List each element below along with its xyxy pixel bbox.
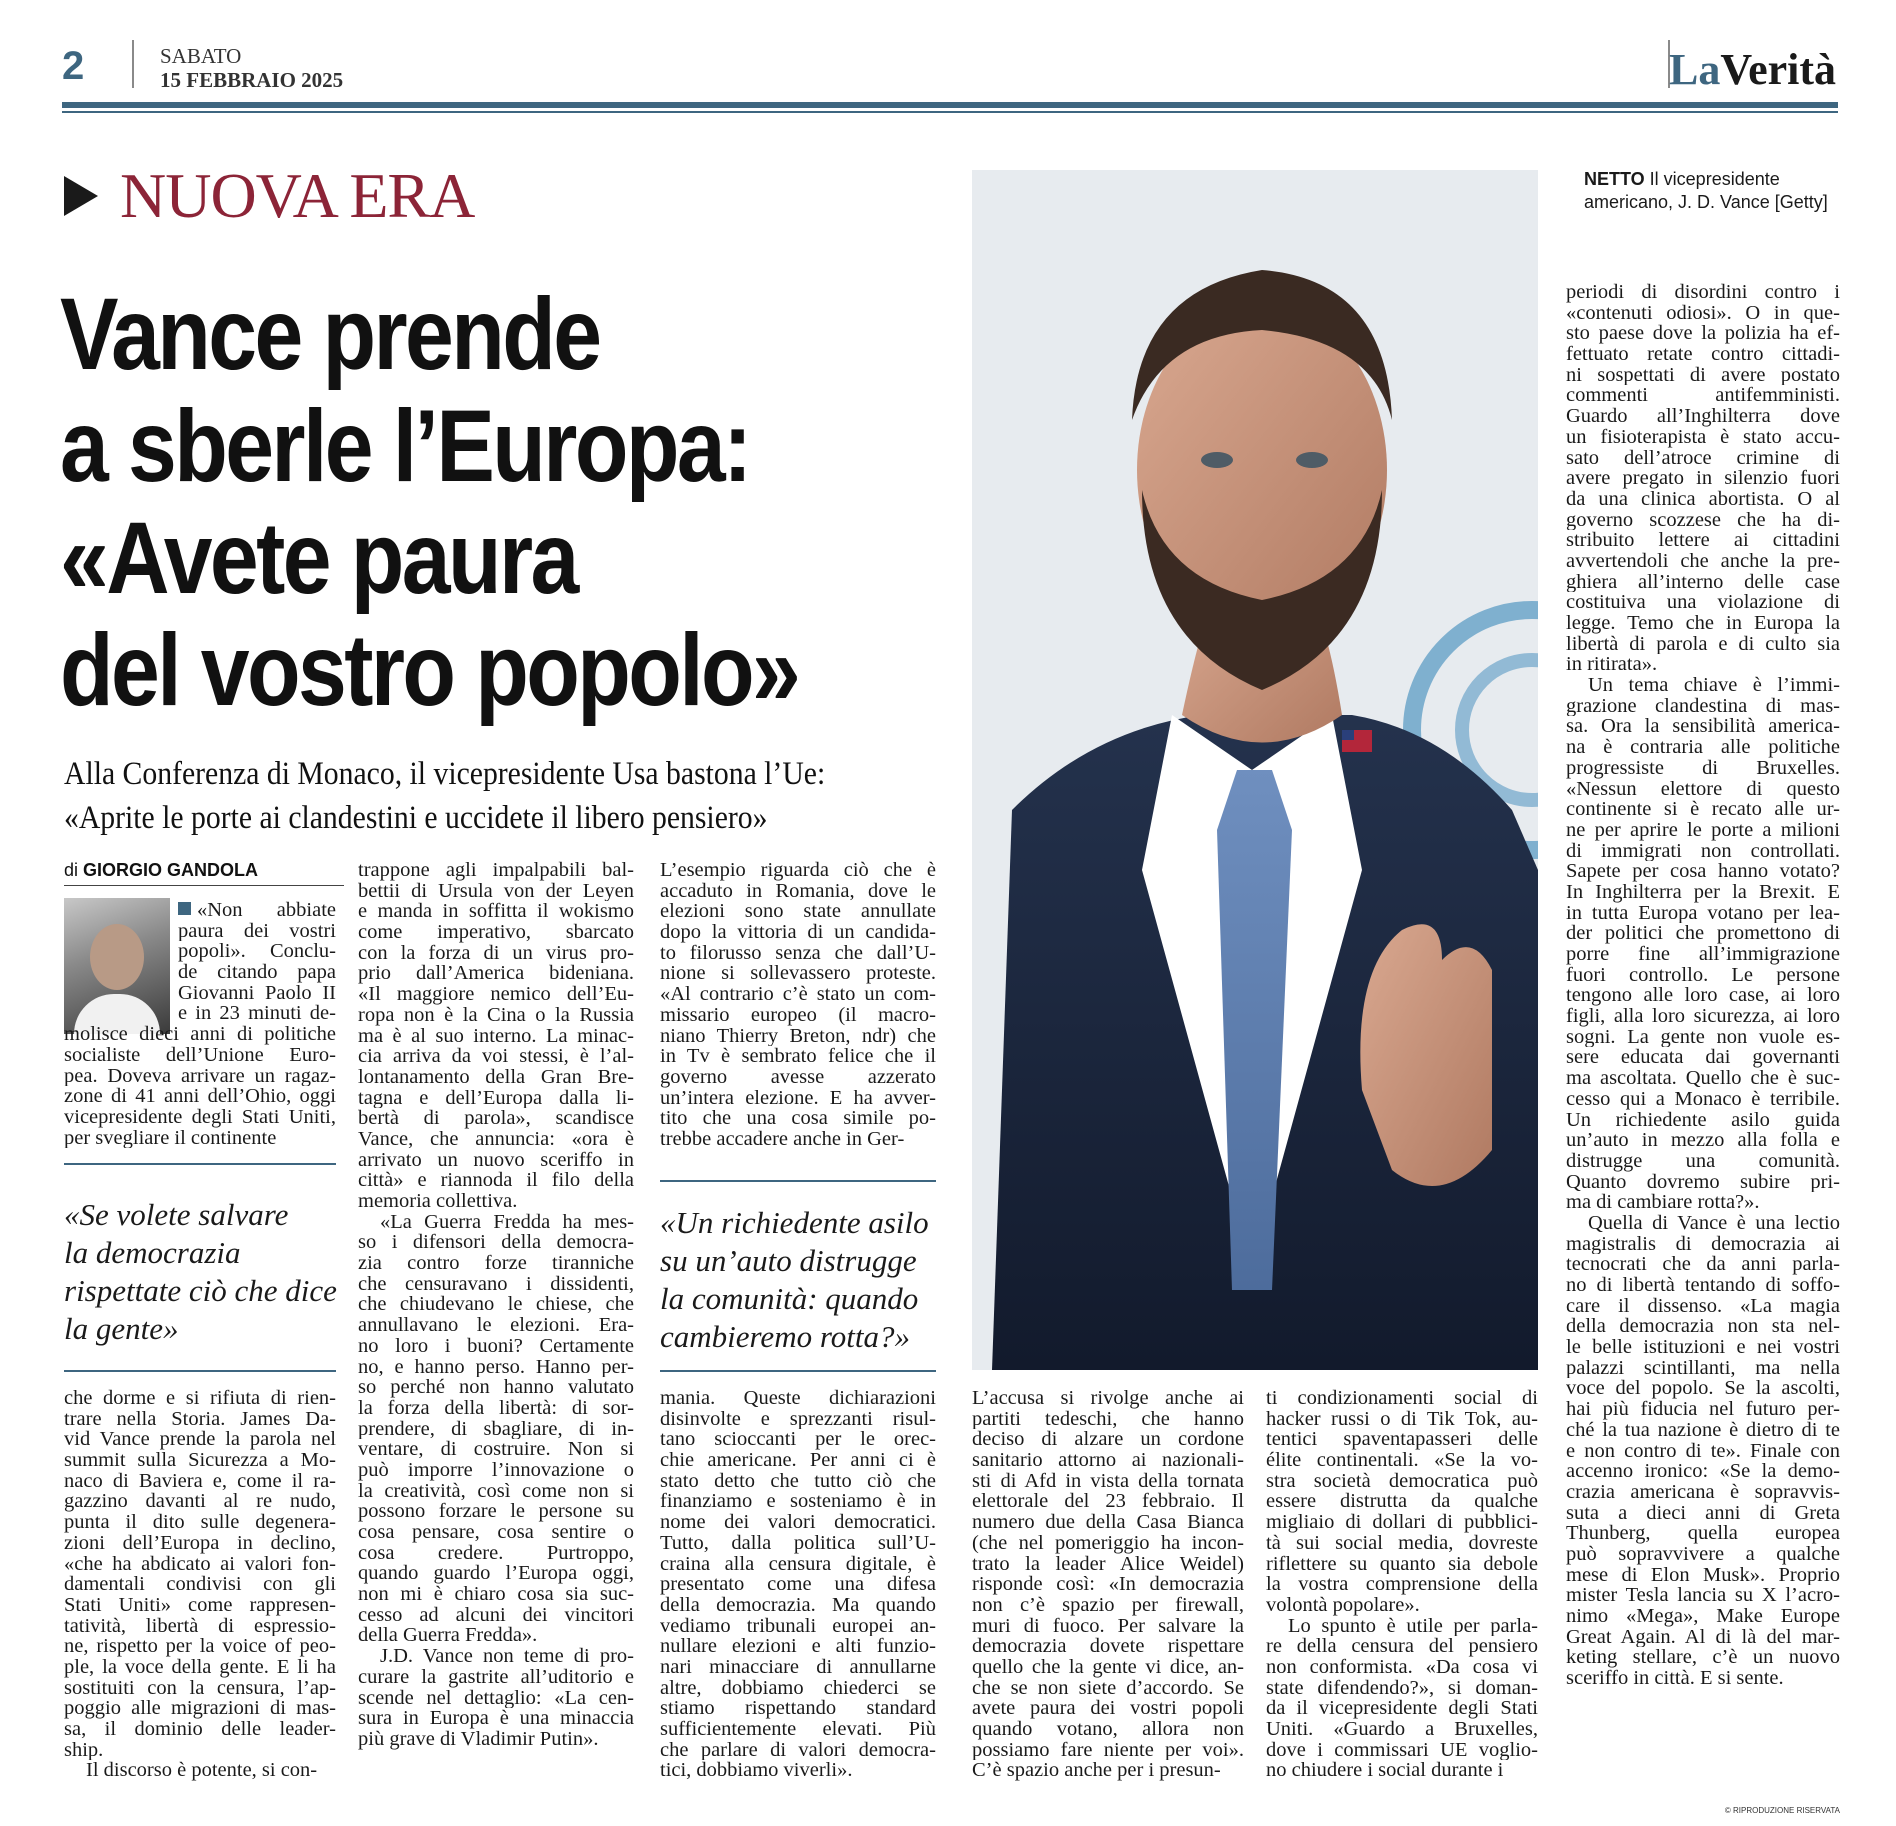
text-line: «che ha abdicato ai valori fon- xyxy=(64,1553,336,1575)
text-line: Stati Uniti» come rappresen- xyxy=(64,1594,336,1616)
text-line: volontà popolare». xyxy=(1266,1594,1420,1616)
text-line: vicepresidente degli Stati Uniti, xyxy=(64,1106,336,1128)
text-line: ma di cambiare rotta?». xyxy=(1566,1192,1760,1213)
text-line: naco di Baviera e, come il ra- xyxy=(64,1470,336,1492)
text-line: nullare elezioni e alti funzio- xyxy=(660,1636,936,1657)
pullquote-rule xyxy=(64,1163,336,1165)
text-line: sogni. La gente non vuole es- xyxy=(1566,1026,1840,1048)
text-line: ship. xyxy=(64,1739,104,1761)
text-line: Un tema chiave è l’immi- xyxy=(1588,675,1840,696)
text-line: tentici spaventapasseri delle xyxy=(1266,1429,1538,1451)
text-line: J.D. Vance non teme di pro- xyxy=(380,1646,634,1667)
text-line: «Al contrario c’è stato un com- xyxy=(660,984,936,1005)
text-line: no di libertà tentando di soffo- xyxy=(1566,1275,1840,1296)
text-line: possono forzare le persone su xyxy=(358,1501,634,1522)
text-line: vid Vance prende la parola nel xyxy=(64,1429,336,1451)
text-line: figli, alla loro sicurezza, ai loro xyxy=(1566,1006,1840,1027)
headline-line: del vostro popolo» xyxy=(60,613,799,727)
text-line: della Guerra Fredda». xyxy=(358,1625,538,1647)
column-6 xyxy=(1566,282,1840,1689)
text-line: continente si è recato alle ur- xyxy=(1566,799,1840,820)
byline-prefix: di xyxy=(64,860,79,880)
text-line: de citando papa xyxy=(178,962,336,983)
text-line: stra società democratica può xyxy=(1266,1470,1538,1492)
masthead-band-thin xyxy=(62,111,1838,113)
text-line: C’è spazio anche per i presun- xyxy=(972,1760,1221,1782)
text-line: Sapete per cosa hanno votato? xyxy=(1566,861,1840,882)
text-line: e manda in soffitta il wokismo xyxy=(358,901,634,923)
text-line: prio dall’America bideniana. xyxy=(358,963,634,985)
text-line: essere distrutta da qualche xyxy=(1266,1491,1538,1513)
text-line: da il vicepresidente degli Stati xyxy=(1266,1698,1538,1719)
text-line: democrazia dovete rispettare xyxy=(972,1636,1244,1657)
text-line: trato la leader Alice Weidel) xyxy=(972,1553,1244,1575)
text-line: crazia americana è sopravvis- xyxy=(1566,1481,1840,1503)
text-line: damentali condivisi con gli xyxy=(64,1574,336,1595)
text-line: ghiera all’interno delle case xyxy=(1566,571,1840,593)
text-line: zioni dell’Europa in declino, xyxy=(64,1532,336,1554)
text-line: tatività, libertà di espressio- xyxy=(64,1615,336,1637)
text-line: annullavano le elezioni. Era- xyxy=(358,1315,634,1336)
text-line: accaduto in Romania, dove le xyxy=(660,880,936,902)
text-line: zone di 41 anni dell’Ohio, oggi xyxy=(64,1086,336,1107)
text-line: avete paura dei vostri popoli xyxy=(972,1698,1244,1719)
text-line: avere pregato in silenzio fuori xyxy=(1566,468,1840,489)
text-line: magistralis di democrazia ai xyxy=(1566,1233,1840,1255)
text-line: «Nessun elettore di questo xyxy=(1566,778,1840,800)
text-line: più grave di Vladimir Putin». xyxy=(358,1728,599,1750)
text-line: sa. Ora la sensibilità america- xyxy=(1566,716,1840,738)
text-line: elezioni sono state annullate xyxy=(660,901,936,923)
text-line: un’auto in mezzo alla folla e xyxy=(1566,1130,1840,1151)
headline-line: Vance prende xyxy=(60,277,600,391)
text-line: cesso qui a Monaco è terribile. xyxy=(1566,1088,1840,1110)
pull-quote-line: «Un richiedente asilo xyxy=(660,1205,929,1240)
text-line: libertà di parola e di culto sia xyxy=(1566,633,1840,655)
pull-quote-line: la gente» xyxy=(64,1311,179,1346)
text-line: tecnocrati che da anni parla- xyxy=(1566,1254,1840,1275)
text-line: curare la gastrite all’uditorio e xyxy=(358,1666,634,1688)
text-line: cia arriva da voi stessi, è l’al- xyxy=(358,1046,634,1067)
text-line: porre fine all’immigrazione xyxy=(1566,944,1840,965)
subheadline xyxy=(64,752,944,840)
text-line: che se non siete d’accordo. Se xyxy=(972,1677,1244,1699)
text-line: palazzi scintillanti, ma nella xyxy=(1566,1357,1840,1379)
text-line: Quanto dovremo subire pri- xyxy=(1566,1171,1840,1193)
text-line: da una clinica abortista. O al xyxy=(1566,488,1840,510)
text-line: in Tv è sembrato felice che il xyxy=(660,1046,936,1067)
text-line: ti condizionamenti social di xyxy=(1266,1388,1538,1409)
headline-line: «Avete paura xyxy=(60,501,577,615)
column-4 xyxy=(972,1388,1244,1781)
text-line: tagna e dell’Europa dalla li- xyxy=(358,1087,634,1109)
text-line: altre, dobbiamo chiederci se xyxy=(660,1677,936,1699)
text-line: legge. Temo che in Europa la xyxy=(1566,613,1840,634)
text-line: cosa pensare, cosa sentire o xyxy=(358,1522,634,1543)
text-line: governo scozzese che ha di- xyxy=(1566,509,1840,531)
text-line: con la forza di un virus pro- xyxy=(358,942,634,964)
headline xyxy=(60,278,940,726)
text-line: città» e riannoda il filo della xyxy=(358,1170,634,1191)
text-line: Great Again. Al di là del mar- xyxy=(1566,1626,1840,1648)
column-1-bottom xyxy=(64,1388,336,1781)
pullquote-rule xyxy=(660,1180,936,1182)
text-line: non mi è chiaro cosa sia suc- xyxy=(358,1584,634,1605)
text-line: ne per aprire le porte a milioni xyxy=(1566,819,1840,841)
text-line: Giovanni Paolo II xyxy=(178,982,336,1004)
text-line: na è contraria alle politiche xyxy=(1566,737,1840,758)
photo-caption xyxy=(1584,168,1840,214)
column-5 xyxy=(1266,1388,1538,1781)
text-line: ventare, di costruire. Non si xyxy=(358,1439,634,1460)
text-line: bettii di Ursula von der Leyen xyxy=(358,880,634,902)
byline-author: GIORGIO GANDOLA xyxy=(83,860,259,880)
text-line: zia contro forze tiranniche xyxy=(358,1253,634,1274)
pull-quote-line: la democrazia xyxy=(64,1235,241,1270)
text-line: un’intera elezione. E ha avver- xyxy=(660,1087,936,1109)
text-line: distrugge una comunità. xyxy=(1566,1150,1840,1172)
text-line: sura in Europa è una minaccia xyxy=(358,1708,634,1729)
text-line: trare nella Storia. James Da- xyxy=(64,1408,336,1430)
text-line: sufficientemente elevati. Più xyxy=(660,1719,936,1740)
text-line: molisce dieci anni di politiche xyxy=(64,1024,336,1045)
text-line: Quella di Vance è una lectio xyxy=(1588,1212,1840,1234)
text-line: keting stellare, c’è un nuovo xyxy=(1566,1647,1840,1669)
column-2 xyxy=(358,860,634,1750)
square-bullet-icon xyxy=(178,902,191,915)
text-line: tano scioccanti per le orec- xyxy=(660,1429,936,1451)
text-line: stato detto che tutto ciò che xyxy=(660,1470,936,1492)
text-line: missario europeo (il macro- xyxy=(660,1004,936,1026)
text-line: in ritirata». xyxy=(1566,654,1658,676)
masthead-band xyxy=(62,102,1838,108)
text-line: no loro i buoni? Certamente xyxy=(358,1335,634,1357)
text-line: fettuato retate contro cittadi- xyxy=(1566,344,1840,365)
text-line: Il discorso è potente, si con- xyxy=(86,1760,318,1782)
column-1-top xyxy=(178,900,336,1024)
text-line: ma è al suo interno. La minac- xyxy=(358,1025,634,1047)
text-line: grazione clandestina di mas- xyxy=(1566,695,1840,717)
headline-line: a sberle l’Europa: xyxy=(60,389,750,503)
caption-lead: NETTO xyxy=(1584,169,1645,189)
text-line: periodi di disordini contro i xyxy=(1566,282,1840,303)
text-line: «La Guerra Fredda ha mes- xyxy=(380,1211,634,1233)
text-line: come imperativo, sbarcato xyxy=(358,922,634,943)
text-line: stiamo rispettando standard xyxy=(660,1698,936,1719)
text-line: Vance, che annuncia: «ora è xyxy=(358,1128,634,1150)
text-line: state difendendo?», si doman- xyxy=(1266,1677,1538,1699)
text-line: voce del popolo. Se la ascolti, xyxy=(1566,1378,1840,1400)
text-line: Guardo all’Inghilterra dove xyxy=(1566,406,1840,427)
logo-verita: Verità xyxy=(1720,45,1836,94)
pull-quote-2 xyxy=(660,1204,936,1356)
text-line: non conformista. «Da cosa vi xyxy=(1266,1656,1538,1678)
text-line: le belle istituzioni e nei vostri xyxy=(1566,1337,1840,1358)
text-line: Lo spunto è utile per parla- xyxy=(1288,1615,1538,1637)
text-line: governo avesse azzerato xyxy=(660,1066,936,1088)
text-line: L’accusa si rivolge anche ai xyxy=(972,1388,1244,1409)
day-label: SABATO xyxy=(160,44,242,68)
text-line: socialiste dell’Unione Euro- xyxy=(64,1044,336,1066)
text-line: muri di fuoco. Per salvare la xyxy=(972,1615,1244,1637)
pullquote-rule xyxy=(660,1370,936,1372)
text-line: la creatività, così come non si xyxy=(358,1480,634,1502)
text-line: summit sulla Sicurezza a Mo- xyxy=(64,1450,336,1471)
text-line: ni sospettati di avere postato xyxy=(1566,364,1840,386)
text-line: arrivato un nuovo sceriffo in xyxy=(358,1149,634,1171)
text-line: mister Tesla lancia su X l’acro- xyxy=(1566,1585,1840,1606)
text-line: può imporre l’innovazione o xyxy=(358,1459,634,1481)
text-line: dopo la vittoria di un candida- xyxy=(660,922,936,943)
text-line: cosa credere. Purtroppo, xyxy=(358,1542,634,1564)
text-line: der politici che promettono di xyxy=(1566,923,1840,944)
text-line: costituiva una violazione di xyxy=(1566,592,1840,613)
text-line: della democrazia. Ma quando xyxy=(660,1594,936,1616)
text-line: so i difensori della democra- xyxy=(358,1232,634,1254)
text-line: élite continentali. «Se la vo- xyxy=(1266,1450,1538,1471)
text-line: sostituiti con la censura, l’ap- xyxy=(64,1677,336,1699)
text-line: Uniti. «Guardo a Bruxelles, xyxy=(1266,1719,1538,1740)
text-line: deciso di alzare un cordone xyxy=(972,1429,1244,1451)
pullquote-rule xyxy=(64,1370,336,1372)
column-3-top xyxy=(660,860,936,1150)
text-line: Un richiedente asilo guida xyxy=(1566,1109,1840,1131)
text-line: la vostra comprensione della xyxy=(1266,1574,1538,1595)
text-line: no, e hanno perso. Hanno per- xyxy=(358,1356,634,1378)
text-line: L’esempio riguarda ciò che è xyxy=(660,860,936,881)
text-line: quello che la gente vi dice, an- xyxy=(972,1656,1244,1678)
text-line: risponde così: «In democrazia xyxy=(972,1574,1244,1595)
pull-quote-line: su un’auto distrugge xyxy=(660,1243,917,1278)
text-line: e non contro di te». Finale con xyxy=(1566,1440,1840,1462)
pull-quote-line: «Se volete salvare xyxy=(64,1197,289,1232)
caption-text: Il vicepresidente xyxy=(1644,169,1780,189)
text-line: commenti antifemministi. xyxy=(1566,385,1840,407)
text-line: stribuito lettere ai cittadini xyxy=(1566,530,1840,551)
text-line: ropa non è la Cina o la Russia xyxy=(358,1004,634,1026)
text-line: chie americane. Per anni ci è xyxy=(660,1450,936,1471)
copyright-notice: © RIPRODUZIONE RISERVATA xyxy=(1724,1806,1840,1815)
text-line: sto paese dove la polizia ha ef- xyxy=(1566,323,1840,345)
text-line: sato dell’atroce crimine di xyxy=(1566,447,1840,469)
text-line: scende nel dettaglio: «La cen- xyxy=(358,1687,634,1709)
text-line: to filorusso senza che dall’U- xyxy=(660,942,936,964)
text-line: migliaio di dollari di pubblici- xyxy=(1266,1512,1538,1533)
text-line: so perché non hanno valutato xyxy=(358,1377,634,1398)
text-line: (che nel pomeriggio ha incon- xyxy=(972,1532,1244,1554)
author-photo xyxy=(64,898,170,1034)
logo-la: La xyxy=(1668,45,1721,94)
text-line: nari minacciare di annullarne xyxy=(660,1656,936,1678)
column-3-bottom xyxy=(660,1388,936,1781)
text-line: nione si sollevassero proteste. xyxy=(660,963,936,985)
text-line: che dorme e si rifiuta di rien- xyxy=(64,1388,336,1409)
byline xyxy=(64,860,344,886)
text-line: Tutto, dalla politica sull’U- xyxy=(660,1532,936,1554)
text-line: care il dissenso. «La magia xyxy=(1566,1295,1840,1317)
page-number: 2 xyxy=(62,44,85,88)
newspaper-logo xyxy=(1668,46,1836,94)
text-line: craina alla censura digitale, è xyxy=(660,1553,936,1575)
text-line: prendere, di sbagliare, di in- xyxy=(358,1418,634,1440)
pull-quote-line: la comunità: quando xyxy=(660,1281,919,1316)
text-line: progressiste di Bruxelles. xyxy=(1566,757,1840,779)
text-line: per svegliare il continente xyxy=(64,1127,277,1149)
text-line: numero due della Casa Bianca xyxy=(972,1512,1244,1533)
text-line: che parlare di valori democra- xyxy=(660,1739,936,1761)
text-line: accenno ironico: «Se la demo- xyxy=(1566,1461,1840,1482)
text-line: presentato come una difesa xyxy=(660,1574,936,1595)
text-line: della democrazia non sta nel- xyxy=(1566,1316,1840,1338)
text-line: nome dei valori democratici. xyxy=(660,1512,936,1533)
text-line: ché la tua nazione è dietro di te xyxy=(1566,1419,1840,1441)
text-fragment: «Non abbiate xyxy=(197,900,336,921)
text-line xyxy=(178,900,336,921)
text-line: lontanamento della Gran Bre- xyxy=(358,1066,634,1088)
text-line: sa, il dominio delle leader- xyxy=(64,1719,336,1740)
text-line: ma ascoltata. Quello che è suc- xyxy=(1566,1068,1840,1089)
text-line: un fisioterapista è stato accu- xyxy=(1566,426,1840,448)
text-line: riflettere su quanto sia debole xyxy=(1266,1553,1538,1575)
dateline xyxy=(160,44,343,92)
text-line: memoria collettiva. xyxy=(358,1191,518,1212)
text-line: in tutta Europa votano per lea- xyxy=(1566,902,1840,924)
text-line: sti di Afd in vista della tornata xyxy=(972,1470,1244,1492)
text-line: partiti tedeschi, che hanno xyxy=(972,1408,1244,1430)
text-line: hacker russi o di Tik Tok, au- xyxy=(1266,1408,1538,1430)
text-line: poggio alle migrazioni di mas- xyxy=(64,1698,336,1719)
text-line: che censuravano i dissidenti, xyxy=(358,1273,634,1295)
text-line: In Inghilterra per la Brexit. E xyxy=(1566,881,1840,903)
text-line: di immigrati non controllati. xyxy=(1566,840,1840,862)
text-line: mese di Elon Musk». Proprio xyxy=(1566,1564,1840,1586)
text-line: disinvolte e sprezzanti risul- xyxy=(660,1408,936,1430)
text-line: elettorale del 23 febbraio. Il xyxy=(972,1491,1244,1513)
text-line: quando guardo l’Europa oggi, xyxy=(358,1563,634,1585)
text-line: mania. Queste dichiarazioni xyxy=(660,1388,936,1409)
text-line: vediamo tribunali europei an- xyxy=(660,1615,936,1637)
text-line: sceriffo in città. E si sente. xyxy=(1566,1668,1784,1689)
text-line: finanziamo e sosteniamo è in xyxy=(660,1491,936,1513)
text-line: punta il dito sulle degenera- xyxy=(64,1512,336,1533)
text-line: tà sui social media, dovreste xyxy=(1266,1532,1538,1554)
text-line: cesso ad alcuni dei vincitori xyxy=(358,1604,634,1626)
vance-portrait-illustration xyxy=(972,170,1538,1370)
text-line: no chiudere i social durante i xyxy=(1266,1760,1504,1782)
text-line: paura dei vostri xyxy=(178,920,336,942)
pull-quote-line: cambieremo rotta?» xyxy=(660,1319,910,1354)
text-line: popoli». Conclu- xyxy=(178,941,336,963)
text-line: ple, la voce della gente. E li ha xyxy=(64,1656,336,1678)
pull-quote-1 xyxy=(64,1196,336,1348)
text-line: tito che una cosa simile po- xyxy=(660,1108,936,1129)
text-line: suta a dieci anni di Greta xyxy=(1566,1502,1840,1524)
text-line: bertà di parola», scandisce xyxy=(358,1108,634,1129)
text-line: e in 23 minuti de- xyxy=(178,1003,336,1025)
text-line: avvertendoli che anche la pre- xyxy=(1566,550,1840,572)
text-line: hai più fiducia nel futuro per- xyxy=(1566,1399,1840,1420)
text-line: può sopravvivere a qualche xyxy=(1566,1543,1840,1565)
text-line: trappone agli impalpabili bal- xyxy=(358,860,634,881)
text-line: dove i commissari UE voglio- xyxy=(1266,1739,1538,1761)
text-line: la forza della libertà: di sor- xyxy=(358,1397,634,1419)
text-line: «contenuti odiosi». O in que- xyxy=(1566,302,1840,324)
caption-text: americano, J. D. Vance [Getty] xyxy=(1584,192,1828,212)
text-line: «Il maggiore nemico dell’Eu- xyxy=(358,984,634,1005)
kicker-triangle-icon xyxy=(64,176,98,216)
section-kicker: NUOVA ERA xyxy=(120,160,475,231)
main-photo xyxy=(972,170,1538,1370)
text-line: fuori controllo. Le persone xyxy=(1566,964,1840,986)
subhead-line: «Aprite le porte ai clandestini e uccidete il libero pensiero» xyxy=(64,800,768,836)
text-line: possiamo fare niente per voi». xyxy=(972,1739,1244,1761)
subhead-line: Alla Conferenza di Monaco, il vicepresidente Usa bastona l’Ue: xyxy=(64,756,826,792)
text-line: pea. Doveva arrivare un ragaz- xyxy=(64,1065,336,1087)
text-line: che chiudevano le chiese, che xyxy=(358,1294,634,1316)
text-line: niano Thierry Breton, ndr) che xyxy=(660,1025,936,1047)
date-label: 15 FEBBRAIO 2025 xyxy=(160,68,344,92)
text-line: Thunberg, quella europea xyxy=(1566,1523,1840,1544)
text-line: quando votano, allora non xyxy=(972,1719,1244,1740)
text-line: non c’è spazio per firewall, xyxy=(972,1594,1244,1616)
text-line: ne, rispetto per la voice of peo- xyxy=(64,1636,336,1657)
text-line: re della censura del pensiero xyxy=(1266,1636,1538,1657)
text-line: sere educata dai governanti xyxy=(1566,1047,1840,1069)
text-line: tengono alle loro case, ai loro xyxy=(1566,985,1840,1007)
text-line: nimo «Mega», Make Europe xyxy=(1566,1606,1840,1627)
text-line: trebbe accadere anche in Ger- xyxy=(660,1128,905,1150)
text-line: sanitario attorno ai nazionali- xyxy=(972,1450,1244,1471)
pull-quote-line: rispettate ciò che dice xyxy=(64,1273,337,1308)
column-1-top-wide xyxy=(64,1024,336,1148)
text-line: tici, dobbiamo viverli». xyxy=(660,1760,853,1782)
author-face xyxy=(90,924,144,990)
text-line: gazzino davanti al re nudo, xyxy=(64,1491,336,1513)
masthead-divider xyxy=(132,40,134,88)
